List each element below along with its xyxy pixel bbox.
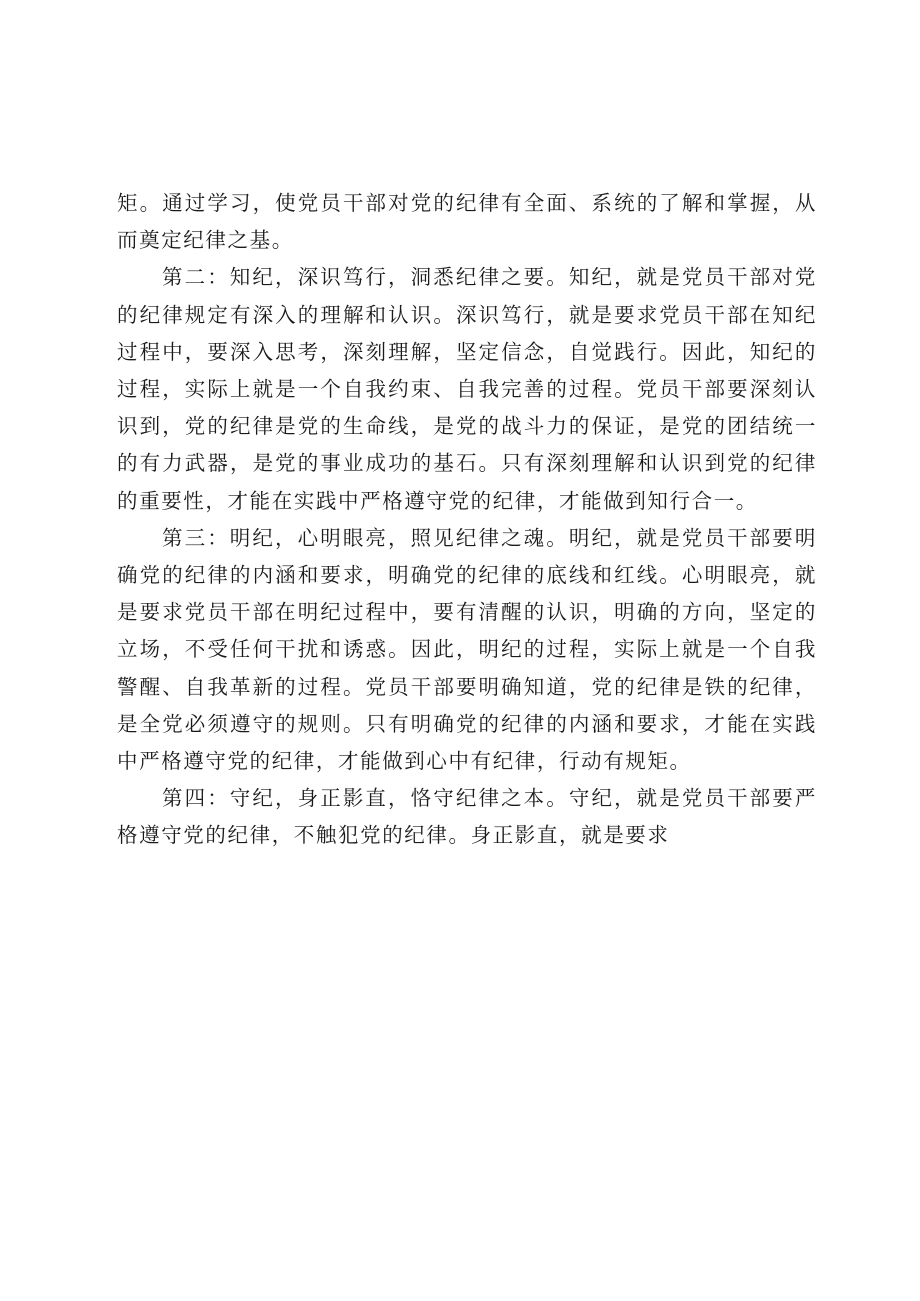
paragraph-3: 第三：明纪，心明眼亮，照见纪律之魂。明纪，就是党员干部要明确党的纪律的内涵和要求，明确党的纪律的底线和红线。心明眼亮，就是要求党员干部在明纪过程中，要有清醒的认识，明确的方向，坚定的立场，不受任何干扰和诱惑。因此，明纪的过程，实际上就是一个自我警醒、自我革新的过程。党员干部要明确知道，党的纪律是铁的纪律，是全党必须遵守的规则。只有明确党的纪律的内涵和要求，才能在实践中严格遵守党的纪律，才能做到心中有纪律，行动有规矩。 — [117, 525, 817, 774]
paragraph-2: 第二：知纪，深识笃行，洞悉纪律之要。知纪，就是党员干部对党的纪律规定有深入的理解和认识。深识笃行，就是要求党员干部在知纪过程中，要深入思考，深刻理解，坚定信念，自觉践行。因此，知纪的过程，实际上就是一个自我约束、自我完善的过程。党员干部要深刻认识到，党的纪律是党的生命线，是党的战斗力的保证，是党的团结统一的有力武器，是党的事业成功的基石。只有深刻理解和认识到党的纪律的重要性，才能在实践中严格遵守党的纪律，才能做到知行合一。 — [117, 265, 817, 513]
paragraph-4: 第四：守纪，身正影直，恪守纪律之本。守纪，就是党员干部要严格遵守党的纪律，不触犯党的纪律。身正影直，就是要求 — [117, 786, 817, 848]
document-body — [117, 185, 817, 855]
paragraph-1: 矩。通过学习，使党员干部对党的纪律有全面、系统的了解和掌握，从而奠定纪律之基。 — [117, 191, 817, 253]
